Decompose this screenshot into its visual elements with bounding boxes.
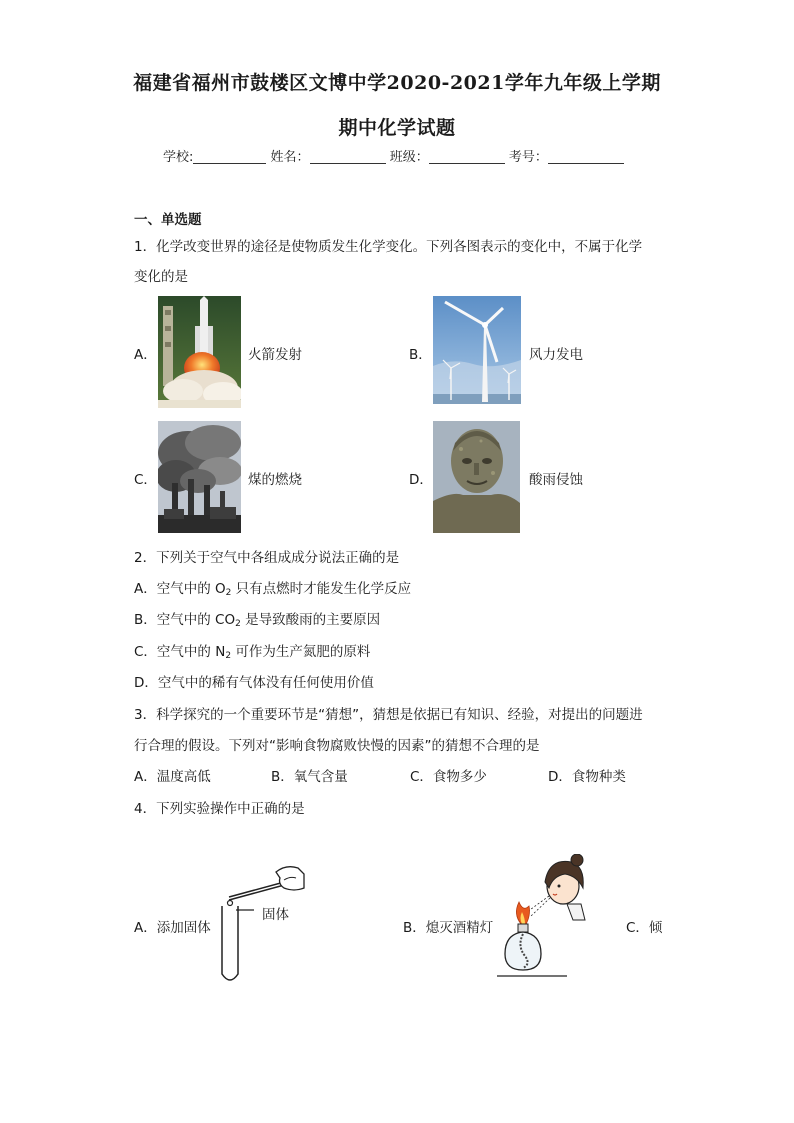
q3-option-b: B．氧气含量 [271, 769, 348, 785]
q3-option-d: D．食物种类 [548, 769, 626, 785]
q2-option-d: D．空气中的稀有气体没有任何使用价值 [134, 675, 374, 691]
q2-option-c: C．空气中的 $N_2$ 可作为生产氮肥的原料 [134, 644, 371, 661]
name-blank[interactable] [310, 149, 386, 164]
q4-option-b: B．熄灭酒精灯 [403, 920, 494, 936]
q1-option-a-key: A． [134, 347, 157, 363]
q4-option-c: C．倾 [626, 920, 663, 936]
extinguish-alcohol-lamp-diagram [497, 854, 589, 992]
q3-stem-line1: 3．科学探究的一个重要环节是“猜想”，猜想是依据已有知识、经验，对提出的问题进 [134, 707, 643, 723]
exam-number-label: 考号： [508, 150, 548, 165]
solid-label: 固体 [262, 907, 289, 923]
q2-stem: 2．下列关于空气中各组成成分说法正确的是 [134, 550, 400, 566]
school-blank[interactable] [193, 149, 266, 164]
q1-option-c-key: C． [134, 472, 157, 488]
name-label: 姓名： [270, 150, 310, 165]
school-label: 学校: [163, 150, 194, 165]
q3-option-c: C．食物多少 [410, 769, 487, 785]
q1-option-c-text: 煤的燃烧 [248, 472, 302, 488]
coal-burning-image [158, 421, 241, 533]
student-info-line [163, 146, 624, 165]
exam-title-line2: 期中化学试题 [338, 117, 456, 139]
acid-rain-statue-image [433, 421, 520, 533]
q1-option-a-text: 火箭发射 [248, 347, 302, 363]
q2-option-b: B．空气中的 $CO_2$ 是导致酸雨的主要原因 [134, 612, 381, 629]
rocket-launch-image [158, 296, 241, 408]
class-label: 班级： [389, 150, 429, 165]
add-solid-diagram [214, 862, 306, 986]
q1-option-b-text: 风力发电 [529, 347, 583, 363]
q3-stem-line2: 行合理的假设。下列对“影响食物腐败快慢的因素”的猜想不合理的是 [134, 738, 540, 754]
q4-option-a: A．添加固体 [134, 920, 211, 936]
q1-option-d-key: D． [409, 472, 433, 488]
q3-option-a: A．温度高低 [134, 769, 211, 785]
q2-option-a: A．空气中的 $O_2$ 只有点燃时才能发生化学反应 [134, 581, 412, 598]
q4-stem: 4．下列实验操作中正确的是 [134, 801, 305, 817]
q1-option-d-text: 酸雨侵蚀 [529, 472, 583, 488]
section-heading: 一、单选题 [134, 212, 202, 228]
wind-power-image [433, 296, 521, 404]
q1-stem-line2: 变化的是 [134, 269, 188, 285]
q1-stem-line1: 1．化学改变世界的途径是使物质发生化学变化。下列各图表示的变化中，不属于化学 [134, 239, 643, 255]
class-blank[interactable] [429, 149, 505, 164]
exam-number-blank[interactable] [548, 149, 624, 164]
q1-option-b-key: B． [409, 347, 432, 363]
exam-title-line1: 福建省福州市鼓楼区文博中学2020-2021学年九年级上学期 [133, 72, 661, 94]
